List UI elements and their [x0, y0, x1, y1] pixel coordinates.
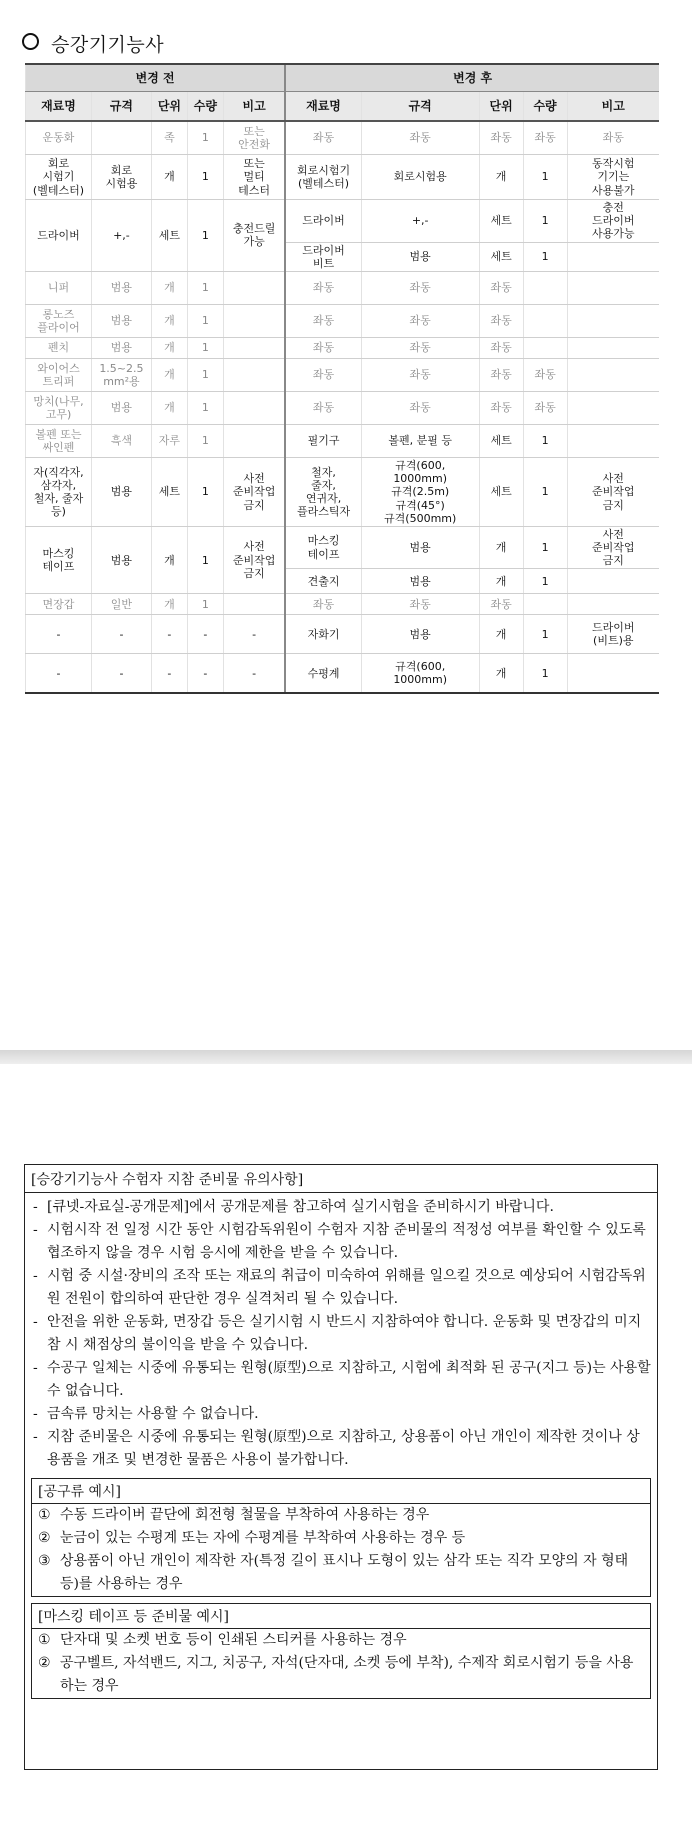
cell-after: [523, 594, 567, 615]
cell-before: 자루: [151, 424, 187, 457]
cell-before: [223, 594, 285, 615]
cell-after: [567, 391, 659, 424]
table-row: [26, 304, 660, 337]
cell-before: 사전 준비작업 금지: [223, 457, 285, 526]
cell-before: 회로 시험용: [91, 155, 151, 200]
cell-before: -: [26, 615, 92, 654]
cell-before: 범용: [91, 457, 151, 526]
cell-after: 개: [479, 526, 523, 569]
tape-example-item: [32, 1629, 650, 1652]
cell-after: 세트: [479, 424, 523, 457]
cell-before: [223, 337, 285, 358]
cell-before: 1: [187, 121, 223, 155]
cell-before: 1: [187, 457, 223, 526]
cell-before: 개: [151, 155, 187, 200]
table-row: [26, 271, 660, 304]
cell-after: 좌동: [285, 594, 361, 615]
cell-before: 1: [187, 594, 223, 615]
page-title: 승강기기능사: [51, 34, 165, 56]
table-row: [26, 594, 660, 615]
cell-after: 세트: [479, 457, 523, 526]
cell-after: 사전 준비작업 금지: [567, 526, 659, 569]
cell-before: 망치(나무, 고무): [26, 391, 92, 424]
cell-before: 1: [187, 200, 223, 272]
cell-after: 좌동: [361, 358, 479, 391]
cell-after: 좌동: [285, 358, 361, 391]
cell-after: 드라이버 (비트)용: [567, 615, 659, 654]
cell-before: 롱노즈 플라이어: [26, 304, 92, 337]
cell-after: 좌동: [523, 391, 567, 424]
cell-after: 좌동: [479, 594, 523, 615]
cell-after: 수평계: [285, 654, 361, 694]
cell-after: 범용: [361, 615, 479, 654]
cell-after: 좌동: [361, 391, 479, 424]
cell-after: 개: [479, 569, 523, 594]
table-row: [26, 526, 660, 569]
cell-before: -: [187, 615, 223, 654]
table-row: [26, 654, 660, 694]
cell-after: 드라이버 비트: [285, 242, 361, 271]
cell-after: 좌동: [523, 358, 567, 391]
cell-after: 좌동: [285, 271, 361, 304]
cell-before: 개: [151, 594, 187, 615]
cell-before: 또는 안전화: [223, 121, 285, 155]
notice-item: - 금속류 망치는 사용할 수 없습니다.: [31, 1403, 651, 1426]
cell-before: [223, 358, 285, 391]
cell-before: [223, 424, 285, 457]
cell-before: 개: [151, 526, 187, 594]
cell-after: 범용: [361, 526, 479, 569]
cell-before: 드라이버: [26, 200, 92, 272]
item-number: ①: [38, 1632, 51, 1648]
cell-before: 와이어스 트리퍼: [26, 358, 92, 391]
cell-after: 철자, 줄자, 연귀자, 플라스틱자: [285, 457, 361, 526]
tape-example-box: [31, 1603, 651, 1699]
cell-before: 흑색: [91, 424, 151, 457]
cell-after: 범용: [361, 569, 479, 594]
cell-after: 1: [523, 155, 567, 200]
cell-after: 좌동: [361, 271, 479, 304]
col-header: 단위: [479, 92, 523, 122]
cell-before: 1: [187, 424, 223, 457]
item-text: 수동 드라이버 끝단에 회전형 철물을 부착하여 사용하는 경우: [60, 1507, 430, 1523]
cell-before: 범용: [91, 526, 151, 594]
cell-after: 1: [523, 654, 567, 694]
circle-bullet-icon: [22, 33, 39, 50]
notice-item: - 시험시작 전 일정 시간 동안 시험감독위원이 수험자 지참 준비물의 적정성 여부를 확인할 수 있도록 협조하지 않을 경우 시험 응시에 제한을 받을 수 있습니다.: [31, 1219, 651, 1265]
tools-example-item: [32, 1504, 650, 1527]
cell-before: [223, 271, 285, 304]
cell-before: 니퍼: [26, 271, 92, 304]
notice-item: - 지참 준비물은 시중에 유통되는 원형(原型)으로 지참하고, 상용품이 아닌 개인이 제작한 것이나 상용품을 개조 및 변경한 물품은 사용이 불가합니다.: [31, 1426, 651, 1472]
cell-before: 개: [151, 271, 187, 304]
cell-before: 볼펜 또는 싸인펜: [26, 424, 92, 457]
item-text: 단자대 및 소켓 번호 등이 인쇄된 스티커를 사용하는 경우: [60, 1632, 407, 1648]
cell-before: -: [223, 615, 285, 654]
cell-after: 자화기: [285, 615, 361, 654]
cell-before: 1: [187, 155, 223, 200]
cell-before: 충전드릴 가능: [223, 200, 285, 272]
table-row: [26, 200, 660, 243]
cell-before: 자(직각자, 삼각자, 철자, 줄자 등): [26, 457, 92, 526]
cell-after: [523, 304, 567, 337]
cell-before: -: [223, 654, 285, 694]
cell-after: 충전 드라이버 사용가능: [567, 200, 659, 243]
cell-before: 면장갑: [26, 594, 92, 615]
col-header: 규격: [361, 92, 479, 122]
cell-before: 개: [151, 358, 187, 391]
cell-before: 회로 시험기 (벨테스터): [26, 155, 92, 200]
item-number: ②: [38, 1655, 51, 1671]
column-header-row: [26, 92, 660, 122]
cell-after: 볼펜, 분필 등: [361, 424, 479, 457]
notice-item: - [큐넷-자료실-공개문제]에서 공개문제를 참고하여 실기시험을 준비하시기 바랍니다.: [31, 1196, 651, 1219]
cell-before: +,-: [91, 200, 151, 272]
cell-after: [567, 358, 659, 391]
cell-after: 좌동: [523, 121, 567, 155]
notice-item: - 수공구 일체는 시중에 유통되는 원형(原型)으로 지참하고, 시험에 최적화 된 공구(지그 등)는 사용할 수 없습니다.: [31, 1357, 651, 1403]
cell-after: 좌동: [479, 358, 523, 391]
cell-after: [523, 337, 567, 358]
cell-before: 일반: [91, 594, 151, 615]
cell-before: 1: [187, 526, 223, 594]
cell-after: 좌동: [479, 271, 523, 304]
cell-after: [567, 424, 659, 457]
cell-after: 좌동: [285, 121, 361, 155]
cell-after: 1: [523, 424, 567, 457]
cell-after: 1: [523, 569, 567, 594]
materials-table: [25, 63, 659, 694]
cell-before: 세트: [151, 457, 187, 526]
cell-after: 견출지: [285, 569, 361, 594]
cell-before: 범용: [91, 391, 151, 424]
notice-title: [승강기기능사 수험자 지참 준비물 유의사항]: [25, 1165, 657, 1193]
cell-before: 1: [187, 271, 223, 304]
cell-before: -: [151, 654, 187, 694]
cell-before: 1.5~2.5 mm²용: [91, 358, 151, 391]
cell-before: 개: [151, 391, 187, 424]
table-row: [26, 358, 660, 391]
cell-before: 범용: [91, 271, 151, 304]
cell-after: 세트: [479, 242, 523, 271]
cell-after: [567, 337, 659, 358]
cell-before: 범용: [91, 304, 151, 337]
cell-after: [567, 242, 659, 271]
table-row: [26, 424, 660, 457]
cell-before: 마스킹 테이프: [26, 526, 92, 594]
cell-before: 1: [187, 337, 223, 358]
cell-after: 좌동: [285, 337, 361, 358]
cell-before: [223, 304, 285, 337]
item-text: 상용품이 아닌 개인이 제작한 자(특정 길이 표시나 도형이 있는 삼각 또는 직각 모양의 자 형태 등)를 사용하는 경우: [60, 1553, 629, 1592]
item-text: 공구벨트, 자석밴드, 지그, 치공구, 자석(단자대, 소켓 등에 부착), 수제작 회로시험기 등을 사용하는 경우: [60, 1655, 634, 1694]
item-number: ③: [38, 1553, 51, 1569]
page-separator: [0, 1050, 692, 1064]
notice-item: - 안전을 위한 운동화, 면장갑 등은 실기시험 시 반드시 지참하여야 합니다. 운동화 및 면장갑의 미지참 시 채점상의 불이익을 받을 수 있습니다.: [31, 1311, 651, 1357]
col-header: 비고: [223, 92, 285, 122]
item-text: 눈금이 있는 수평계 또는 자에 수평계를 부착하여 사용하는 경우 등: [60, 1530, 466, 1546]
section-title: [22, 30, 164, 57]
cell-after: 마스킹 테이프: [285, 526, 361, 569]
cell-after: 좌동: [479, 391, 523, 424]
cell-after: 동작시험 기기는 사용불가: [567, 155, 659, 200]
cell-before: -: [91, 615, 151, 654]
cell-before: 1: [187, 358, 223, 391]
cell-before: 개: [151, 304, 187, 337]
tape-example-title: [마스킹 테이프 등 준비물 예시]: [32, 1604, 650, 1629]
group-before: 변경 전: [26, 64, 286, 92]
cell-after: 좌동: [361, 304, 479, 337]
cell-after: 범용: [361, 242, 479, 271]
cell-after: [567, 569, 659, 594]
cell-after: 좌동: [361, 337, 479, 358]
cell-after: 1: [523, 242, 567, 271]
cell-before: [223, 391, 285, 424]
cell-after: [567, 594, 659, 615]
cell-before: [91, 121, 151, 155]
cell-before: 운동화: [26, 121, 92, 155]
col-header: 단위: [151, 92, 187, 122]
col-header: 수량: [523, 92, 567, 122]
table-row: [26, 615, 660, 654]
cell-after: 좌동: [479, 337, 523, 358]
tools-example-box: [31, 1478, 651, 1597]
cell-before: 사전 준비작업 금지: [223, 526, 285, 594]
cell-after: 1: [523, 457, 567, 526]
tools-example-item: [32, 1527, 650, 1550]
cell-after: +,-: [361, 200, 479, 243]
cell-after: 세트: [479, 200, 523, 243]
cell-after: [567, 271, 659, 304]
item-number: ①: [38, 1507, 51, 1523]
cell-after: [567, 654, 659, 694]
cell-before: 또는 멀티 테스터: [223, 155, 285, 200]
cell-before: -: [26, 654, 92, 694]
cell-before: -: [91, 654, 151, 694]
cell-before: 개: [151, 337, 187, 358]
cell-before: 족: [151, 121, 187, 155]
table-row: [26, 155, 660, 200]
cell-after: 회로시험용: [361, 155, 479, 200]
tools-example-title: [공구류 예시]: [32, 1479, 650, 1504]
item-number: ②: [38, 1530, 51, 1546]
notice-item: - 시험 중 시설·장비의 조작 또는 재료의 취급이 미숙하여 위해를 일으킬 것으로 예상되어 시험감독위원 전원이 합의하여 판단한 경우 실격처리 될 수 있습니다.: [31, 1265, 651, 1311]
group-after: 변경 후: [285, 64, 659, 92]
cell-after: 좌동: [567, 121, 659, 155]
col-header: 비고: [567, 92, 659, 122]
cell-before: 1: [187, 391, 223, 424]
cell-after: 사전 준비작업 금지: [567, 457, 659, 526]
col-header: 수량: [187, 92, 223, 122]
page-2: [0, 1064, 692, 1826]
cell-after: 개: [479, 155, 523, 200]
cell-before: -: [151, 615, 187, 654]
cell-after: 좌동: [479, 304, 523, 337]
cell-after: 좌동: [479, 121, 523, 155]
cell-before: 1: [187, 304, 223, 337]
notice-list: [25, 1193, 657, 1472]
table-row: [26, 457, 660, 526]
cell-before: 펜치: [26, 337, 92, 358]
cell-after: 1: [523, 615, 567, 654]
table-row: [26, 391, 660, 424]
cell-after: 1: [523, 200, 567, 243]
cell-after: [567, 304, 659, 337]
cell-after: 회로시험기 (벨테스터): [285, 155, 361, 200]
cell-after: 규격(600, 1000mm) 규격(2.5m) 규격(45°) 규격(500mm): [361, 457, 479, 526]
cell-before: -: [187, 654, 223, 694]
cell-before: 세트: [151, 200, 187, 272]
cell-after: 드라이버: [285, 200, 361, 243]
cell-after: 좌동: [361, 121, 479, 155]
notice-box: [24, 1164, 658, 1770]
cell-after: 1: [523, 526, 567, 569]
cell-after: 좌동: [285, 391, 361, 424]
cell-after: 개: [479, 615, 523, 654]
cell-after: 필기구: [285, 424, 361, 457]
table-row: [26, 121, 660, 155]
group-header-row: [26, 64, 660, 92]
cell-after: 규격(600, 1000mm): [361, 654, 479, 694]
col-header: 규격: [91, 92, 151, 122]
table-row: [26, 337, 660, 358]
tools-example-item: [32, 1550, 650, 1596]
tape-example-item: [32, 1652, 650, 1698]
cell-after: 개: [479, 654, 523, 694]
cell-after: 좌동: [361, 594, 479, 615]
cell-before: 범용: [91, 337, 151, 358]
cell-after: [523, 271, 567, 304]
col-header: 재료명: [285, 92, 361, 122]
col-header: 재료명: [26, 92, 92, 122]
cell-after: 좌동: [285, 304, 361, 337]
